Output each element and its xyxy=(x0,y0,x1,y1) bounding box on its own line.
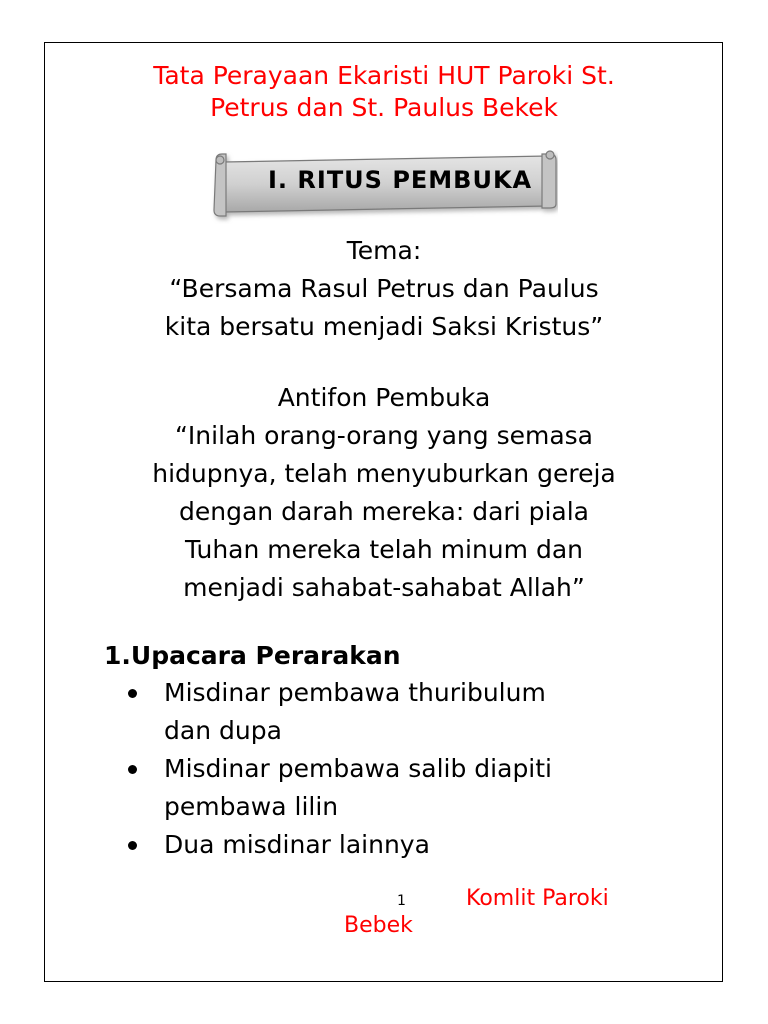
list-item xyxy=(126,826,686,864)
antifon-line-2: “Inilah orang-orang yang semasa xyxy=(174,421,594,450)
antifon-line-5: Tuhan mereka telah minum dan xyxy=(185,535,583,564)
section-heading: 1.Upacara Perarakan xyxy=(104,641,401,670)
list-item-line: Dua misdinar lainnya xyxy=(164,830,430,859)
antifon-line-6: menjadi sahabat-sahabat Allah” xyxy=(183,573,585,602)
theme-line-2: “Bersama Rasul Petrus dan Paulus xyxy=(169,274,599,303)
list-item xyxy=(126,674,686,750)
title-line-1: Tata Perayaan Ekaristi HUT Paroki St. xyxy=(153,61,615,90)
antifon-line-1: Antifon Pembuka xyxy=(277,383,491,412)
bullet-icon xyxy=(128,841,137,850)
bullet-icon xyxy=(128,689,137,698)
footer-author-continued: Bebek xyxy=(344,913,413,938)
theme-block xyxy=(0,232,768,346)
theme-line-3: kita bersatu menjadi Saksi Kristus” xyxy=(164,312,604,341)
list-item-line: dan dupa xyxy=(164,716,282,745)
section-scroll-banner xyxy=(210,150,558,224)
theme-line-1: Tema: xyxy=(346,236,422,265)
antifon-block xyxy=(0,379,768,607)
list-item-line: pembawa lilin xyxy=(164,792,339,821)
page-number: 1 xyxy=(397,893,406,909)
title-line-2: Petrus dan St. Paulus Bekek xyxy=(210,93,558,122)
procession-list xyxy=(126,674,686,864)
footer-author: Komlit Paroki xyxy=(466,886,609,911)
antifon-line-4: dengan darah mereka: dari piala xyxy=(179,497,589,526)
antifon-line-3: hidupnya, telah menyuburkan gereja xyxy=(152,459,616,488)
banner-label: I. RITUS PEMBUKA xyxy=(268,166,533,194)
document-title xyxy=(0,60,768,124)
list-item-line: Misdinar pembawa thuribulum xyxy=(164,678,546,707)
list-item-line: Misdinar pembawa salib diapiti xyxy=(164,754,553,783)
list-item xyxy=(126,750,686,826)
bullet-icon xyxy=(128,765,137,774)
